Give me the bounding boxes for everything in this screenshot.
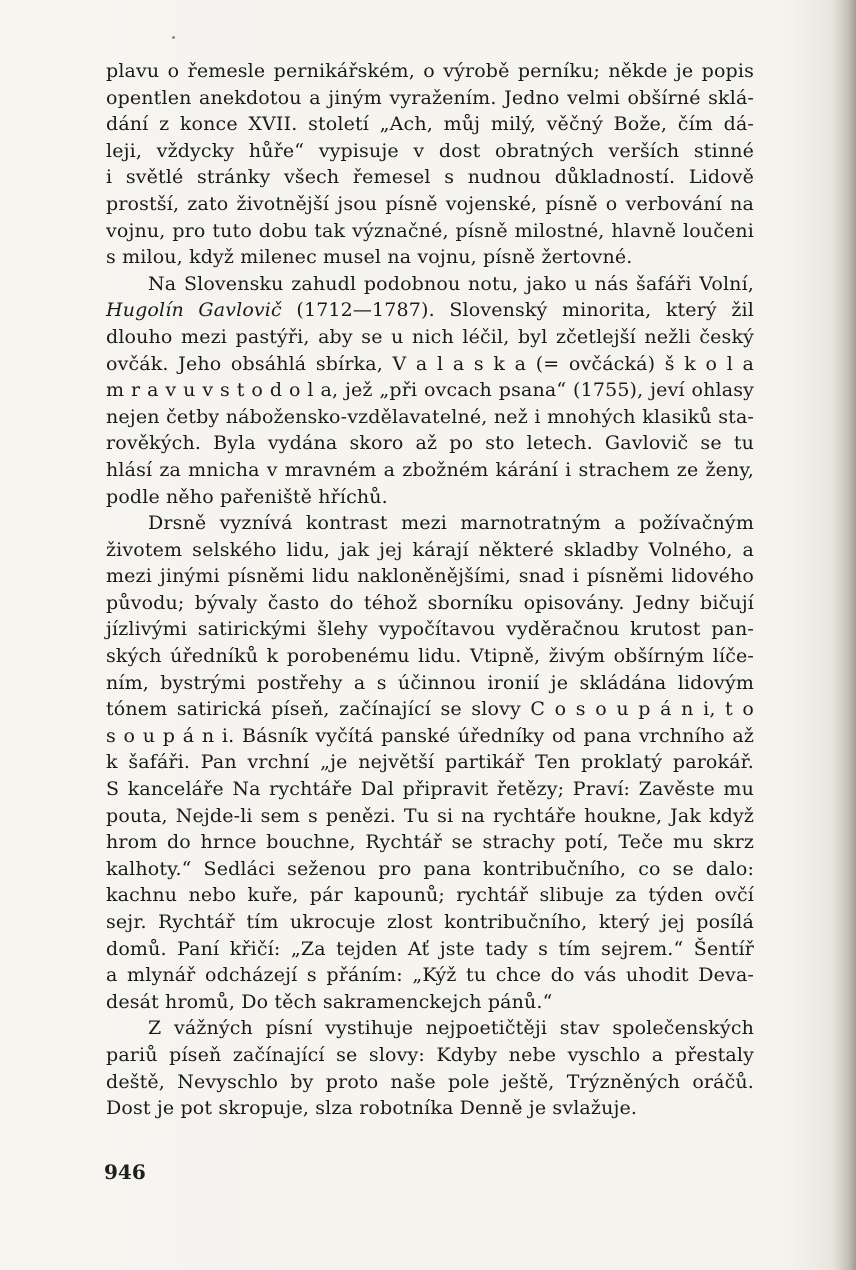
paper-speck [172,36,175,39]
text-line: ských úředníků k porobenému lidu. Vtipně, živým obšírným líče- [106,645,754,668]
text-line: rověkých. Byla vydána skoro až po sto letech. Gavlovič se tu [106,432,754,455]
text-line: jízlivými satirickými šlehy vypočítavou vyděračnou krutost pan- [106,618,754,641]
text-line: m r a v u v s t o d o l a, jež „při ovcach psana“ (1755), jeví ohlasy [106,379,754,402]
text-line: dlouho mezi pastýři, aby se u nich léčil, byl zčetlejší nežli český [106,325,754,348]
text-line: mezi jinými písněmi lidu nakloněnějšími, snad i písněmi lidového [106,565,754,588]
text-line: prostší, zato životnější jsou písně vojenské, písně o verbování na [106,192,754,215]
text-line: hlásí za mnicha v mravném a zbožném kárání i strachem ze ženy, [106,458,754,481]
text-line: původu; bývaly často do téhož sborníku opisovány. Jedny bičují [106,591,754,614]
spine-shadow [834,0,856,1270]
text-line: domů. Paní křičí: „Za tejden Ať jste tady s tím sejrem.“ Šentíř [106,937,754,960]
text-line: opentlen anekdotou a jiným vyražením. Jedno velmi obšírné sklá- [106,86,754,109]
text-line: Hugolín Gavlovič (1712—1787). Slovenský minorita, který žil [106,299,754,322]
text-line: ním, bystrými postřehy a s účinnou ironií je skládána lidovým [106,671,754,694]
text-line: pariů píseň začínající se slovy: Kdyby nebe vyschlo a přestaly [106,1043,754,1066]
text-line: hrom do hrnce bouchne, Rychtář se strachy potí, Teče mu skrz [106,831,754,854]
text-line: s o u p á n i. Básník vyčítá panské úředníky od pana vrchního až [106,724,754,747]
text-line: nejen četby nábožensko-vzdělavatelné, než i mnohých klasiků sta- [106,405,754,428]
text-line: leji, vždycky hůře“ vypisuje v dost obratných verších stinné [106,139,754,162]
text-line: dání z konce XVII. století „Ach, můj milý, věčný Bože, čím dá- [106,113,754,136]
text-line: Drsně vyznívá kontrast mezi marnotratným a požívačným [148,512,754,535]
text-line: Z vážných písní vystihuje nejpoetičtěji stav společenských [148,1017,754,1040]
text-line: životem selského lidu, jak jej kárají některé skladby Volného, a [106,538,754,561]
text-line: a mlynář odcházejí s přáním: „Kýž tu chce do vás uhodit Deva- [106,964,754,987]
text-line: deště, Nevyschlo by proto naše pole ještě, Trýzněných oráčů. [106,1070,754,1093]
text-line: s milou, když milenec musel na vojnu, písně žertovné. [106,246,633,269]
text-line: plavu o řemesle pernikářském, o výrobě perníku; někde je popis [106,60,754,82]
text-line: S kanceláře Na rychtáře Dal připravit řetězy; Praví: Zavěste mu [106,778,754,801]
text-line: podle něho pařeniště hříchů. [106,485,388,508]
page-number: 946 [104,1160,146,1184]
text-line: kalhoty.“ Sedláci seženou pro pana kontribučního, co se dalo: [106,857,754,880]
body-text [106,58,754,1122]
text-line: tónem satirická píseň, začínající se slovy C o s o u p á n i, t o [106,698,754,721]
text-line: Dost je pot skropuje, slza robotníka Denně je svlažuje. [106,1097,638,1120]
text-line: desát hromů, Do těch sakramenckejch pánů.“ [106,990,553,1013]
text-line: sejr. Rychtář tím ukrocuje zlost kontribučního, který jej posílá [106,911,754,933]
text-line: pouta, Nejde-li sem s penězi. Tu si na rychtáře houkne, Jak když [106,804,754,827]
text-line: i světlé stránky všech řemesel s nudnou důkladností. Lidově [106,166,754,189]
text-line: ovčák. Jeho obsáhlá sbírka, V a l a s k a (= ovčácká) š k o l a [106,352,754,375]
text-line: k šafáři. Pan vrchní „je největší partikář Ten proklatý parokář. [106,751,754,774]
text-line: vojnu, pro tuto dobu tak význačné, písně milostné, hlavně loučeni [106,219,754,242]
text-line: Na Slovensku zahudl podobnou notu, jako u nás šafáři Volní, [148,272,754,295]
text-line: kachnu nebo kuře, pár kapounů; rychtář slibuje za týden ovčí [106,884,754,907]
